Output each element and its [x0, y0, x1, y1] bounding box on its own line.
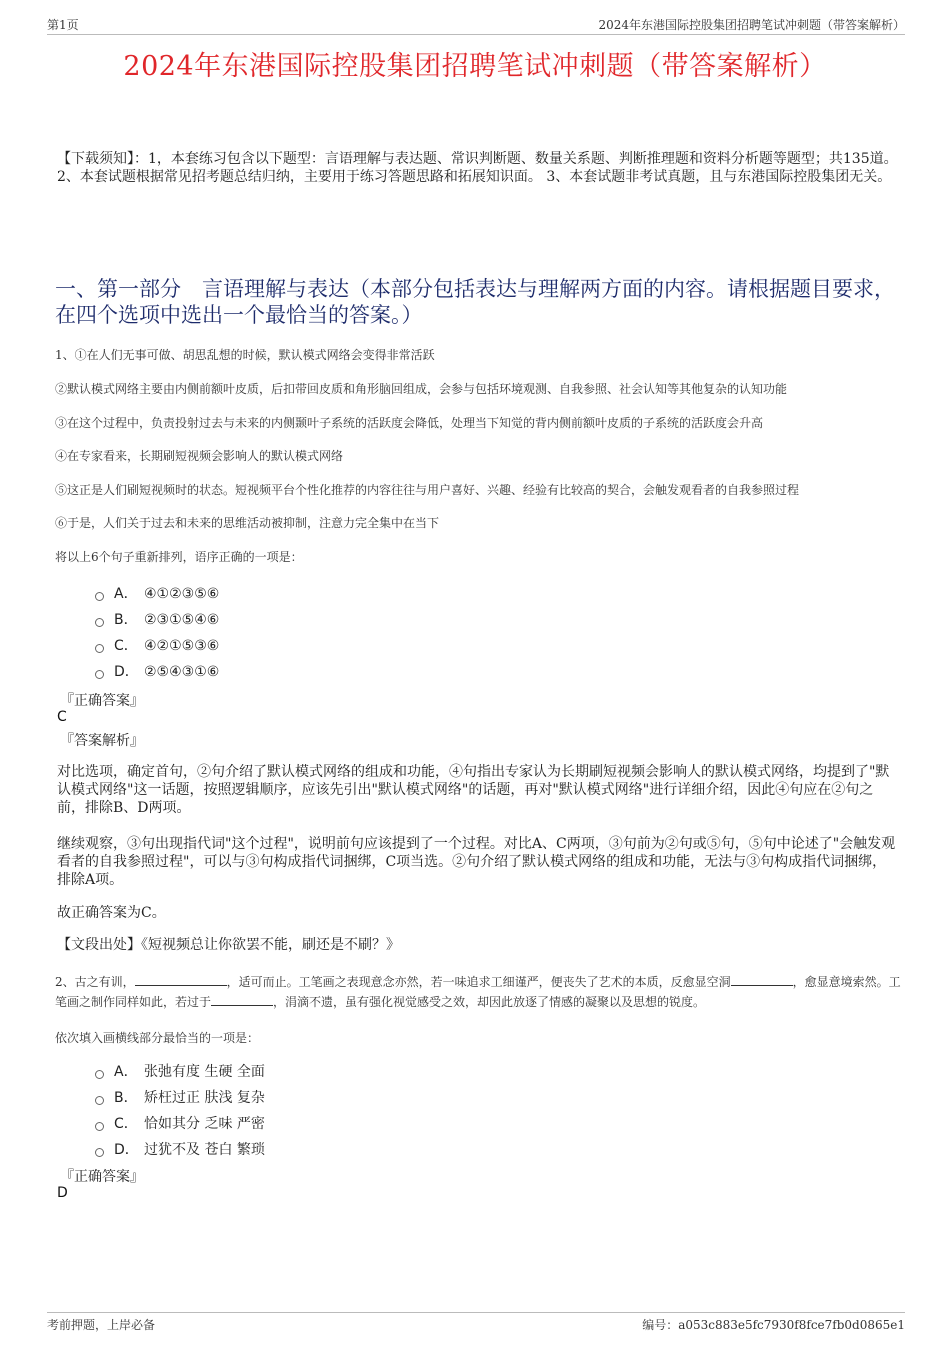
q2-option-c[interactable]: C． 恰如其分 乏味 严密: [95, 1113, 265, 1133]
q1-option-d[interactable]: D． ②⑤④③①⑥: [95, 661, 219, 681]
page-header: [47, 14, 905, 35]
radio-icon[interactable]: [95, 1096, 104, 1105]
q1-line-2: ②默认模式网络主要由内侧前额叶皮质，后扣带回皮质和角形脑回组成，会参与包括环境观测、自我参照、社会认知等其他复杂的认知功能: [55, 382, 788, 396]
q1-answer-label: 『正确答案』: [60, 693, 144, 709]
radio-icon[interactable]: [95, 670, 104, 679]
q1-answer: C: [57, 709, 67, 725]
header-doc-title: 2024年东港国际控股集团招聘笔试冲刺题（带答案解析）: [598, 18, 905, 32]
q1-source: 【文段出处】《短视频总让你欲罢不能，刷还是不刷？》: [57, 937, 400, 953]
q1-line-3: ③在这个过程中，负责投射过去与未来的内侧颞叶子系统的活跃度会降低，处理当下知觉的背内侧前额叶皮质的子系统的活跃度会升高: [55, 416, 764, 430]
q1-analysis-p1: 对比选项，确定首句，②句介绍了默认模式网络的组成和功能，④句指出专家认为长期刷短视频会影响人的默认模式网络，均提到了"默认模式网络"这一话题，按照逻辑顺序，应该先引出"默认模式网络"的话题，再对"默认模式网络"进行详细介绍，因此④句应在②句之前，排除B、D两项。: [57, 764, 890, 816]
radio-icon[interactable]: [95, 1070, 104, 1079]
q2-answer-label: 『正确答案』: [60, 1169, 144, 1185]
q1-option-b[interactable]: B． ②③①⑤④⑥: [95, 609, 219, 629]
radio-icon[interactable]: [95, 592, 104, 601]
q2-text: 2、古之有训， ，适可而止。工笔画之表现意念亦然，若一味追求工细谨严，便丧失了艺术的本质，反愈显空洞 ，愈显意境索然。工笔画之制作同样如此，若过于 ，涓滴不遗，虽有强化视觉感受之效，却因此放逐了情感的凝聚以及思想的锐度。: [55, 975, 901, 1009]
q1-analysis-p3: 故正确答案为C。: [57, 905, 166, 921]
q1-option-a[interactable]: A． ④①②③⑤⑥: [95, 583, 219, 603]
footer-slogan: 考前押题，上岸必备: [47, 1318, 156, 1332]
radio-icon[interactable]: [95, 644, 104, 653]
q2-answer: D: [57, 1185, 68, 1201]
q1-line-4: ④在专家看来，长期刷短视频会影响人的默认模式网络: [55, 449, 344, 463]
radio-icon[interactable]: [95, 618, 104, 627]
q2-blank-1: [135, 973, 227, 986]
q2-option-a[interactable]: A． 张弛有度 生硬 全面: [95, 1061, 265, 1081]
document-title: 2024年东港国际控股集团招聘笔试冲刺题（带答案解析）: [123, 51, 827, 82]
radio-icon[interactable]: [95, 1148, 104, 1157]
q1-prompt: 将以上6个句子重新排列，语序正确的一项是：: [55, 550, 303, 564]
q2-option-b[interactable]: B． 矫枉过正 肤浅 复杂: [95, 1087, 265, 1107]
q1-line-5: ⑤这正是人们刷短视频时的状态。短视频平台个性化推荐的内容往往与用户喜好、兴趣、经验有比较高的契合，会触发观看者的自我参照过程: [55, 483, 800, 497]
q2-prompt: 依次填入画横线部分最恰当的一项是：: [55, 1031, 260, 1045]
q1-line-1: 1、①在人们无事可做、胡思乱想的时候，默认模式网络会变得非常活跃: [55, 348, 435, 362]
q2-option-d[interactable]: D． 过犹不及 苍白 繁琐: [95, 1139, 265, 1159]
q1-line-6: ⑥于是，人们关于过去和未来的思维活动被抑制，注意力完全集中在当下: [55, 516, 440, 530]
page-footer: [47, 1312, 905, 1333]
page-number: 第1页: [47, 18, 79, 32]
section-title: 一、第一部分 言语理解与表达（本部分包括表达与理解两方面的内容。请根据题目要求，在四个选项中选出一个最恰当的答案。）: [55, 277, 895, 327]
q1-analysis-p2: 继续观察，③句出现指代词"这个过程"，说明前句应该提到了一个过程。对比A、C两项，③句前为②句或⑤句，⑤句中论述了"会触发观看者的自我参照过程"，可以与③句构成指代词捆绑，C项当选。②句介绍了默认模式网络的组成和功能，无法与③句构成指代词捆绑，排除A项。: [57, 836, 896, 888]
footer-serial: 编号：a053c883e5fc7930f8fce7fb0d0865e1: [642, 1318, 905, 1332]
q2-blank-3: [211, 993, 273, 1006]
download-notice: 【下载须知】：1，本套练习包含以下题型：言语理解与表达题、常识判断题、数量关系题、判断推理题和资料分析题等题型；共135道。 2、本套试题根据常见招考题总结归纳，主要用于练习答题思路和拓展知识面。 3、本套试题非考试真题，且与东港国际控股集团无关。: [57, 151, 898, 185]
q1-option-c[interactable]: C． ④②①⑤③⑥: [95, 635, 219, 655]
q2-blank-2: [731, 973, 793, 986]
radio-icon[interactable]: [95, 1122, 104, 1131]
q1-analysis-label: 『答案解析』: [60, 733, 144, 749]
